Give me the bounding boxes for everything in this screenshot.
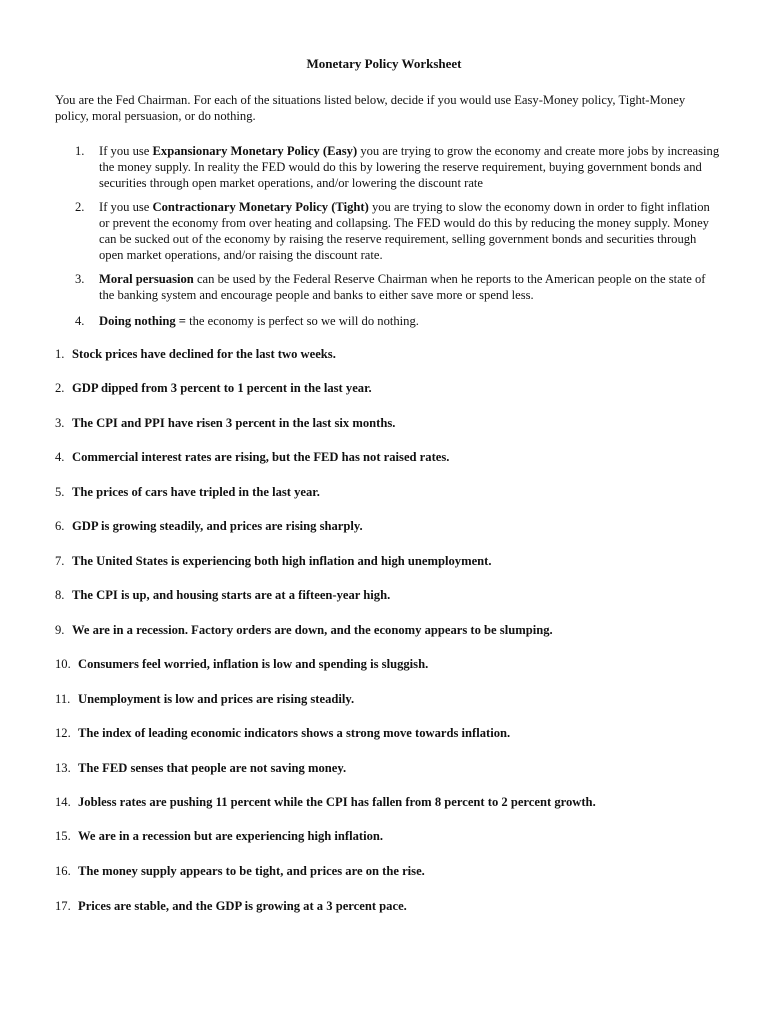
question-text: Unemployment is low and prices are rising steadily. bbox=[78, 692, 355, 706]
question-text: The prices of cars have tripled in the last year. bbox=[72, 485, 320, 499]
question-item bbox=[55, 899, 735, 914]
question-text: The index of leading economic indicators shows a strong move towards inflation. bbox=[78, 726, 511, 740]
question-number: 9. bbox=[55, 623, 65, 637]
policy-text: can be used by the Federal Reserve Chairman when he reports to the American people on the state of the banking system and encourage people and banks to either save more or spend less. bbox=[99, 272, 706, 302]
question-number: 14. bbox=[55, 795, 71, 809]
policy-number: 4. bbox=[75, 314, 85, 328]
policy-definition-easy bbox=[75, 143, 721, 191]
question-number: 15. bbox=[55, 829, 71, 843]
question-number: 12. bbox=[55, 726, 71, 740]
question-number: 5. bbox=[55, 485, 65, 499]
question-text: The FED senses that people are not saving money. bbox=[78, 761, 347, 775]
policy-term: Contractionary Monetary Policy (Tight) bbox=[152, 200, 369, 214]
policy-text: the economy is perfect so we will do nothing. bbox=[185, 314, 419, 328]
question-text: The United States is experiencing both high inflation and high unemployment. bbox=[72, 554, 492, 568]
policy-number: 3. bbox=[75, 272, 85, 286]
question-text: We are in a recession. Factory orders are down, and the economy appears to be slumping. bbox=[72, 623, 553, 637]
question-text: The CPI is up, and housing starts are at a fifteen-year high. bbox=[72, 588, 391, 602]
policy-term: Moral persuasion bbox=[99, 272, 194, 286]
question-item bbox=[55, 795, 735, 810]
question-item bbox=[55, 485, 735, 500]
policy-prefix: If you use bbox=[99, 200, 153, 214]
question-item bbox=[55, 829, 735, 844]
question-text: We are in a recession but are experiencing high inflation. bbox=[78, 829, 384, 843]
question-text: Consumers feel worried, inflation is low and spending is sluggish. bbox=[78, 657, 429, 671]
question-item bbox=[55, 416, 735, 431]
policy-text: you are trying to grow the economy and create more jobs by increasing the money supply. In reality the FED would do this by lowering the reserve requirement, buying government bonds and securities through open market operations, and/or lowering the discount rate bbox=[99, 144, 720, 190]
question-number: 4. bbox=[55, 450, 65, 464]
question-number: 8. bbox=[55, 588, 65, 602]
question-number: 11. bbox=[55, 692, 71, 706]
question-number: 1. bbox=[55, 347, 65, 361]
question-item bbox=[55, 554, 735, 569]
question-text: GDP is growing steadily, and prices are rising sharply. bbox=[72, 519, 363, 533]
policy-definition-doing-nothing bbox=[75, 313, 721, 329]
policy-definition-moral-persuasion bbox=[75, 271, 721, 303]
policy-number: 1. bbox=[75, 144, 85, 158]
question-text: GDP dipped from 3 percent to 1 percent in the last year. bbox=[72, 381, 372, 395]
question-item bbox=[55, 761, 735, 776]
intro-paragraph: You are the Fed Chairman. For each of the situations listed below, decide if you would use Easy-Money policy, Tight-Money policy, moral persuasion, or do nothing. bbox=[55, 93, 686, 123]
policy-number: 2. bbox=[75, 200, 85, 214]
question-number: 16. bbox=[55, 864, 71, 878]
question-number: 3. bbox=[55, 416, 65, 430]
question-text: Stock prices have declined for the last two weeks. bbox=[72, 347, 336, 361]
question-number: 13. bbox=[55, 761, 71, 775]
question-item bbox=[55, 726, 735, 741]
question-text: Jobless rates are pushing 11 percent while the CPI has fallen from 8 percent to 2 percent growth. bbox=[78, 795, 596, 809]
question-item bbox=[55, 450, 735, 465]
question-item bbox=[55, 692, 735, 707]
question-text: Commercial interest rates are rising, but the FED has not raised rates. bbox=[72, 450, 450, 464]
question-item bbox=[55, 864, 735, 879]
question-item bbox=[55, 623, 735, 638]
question-item bbox=[55, 381, 735, 396]
question-text: Prices are stable, and the GDP is growing at a 3 percent pace. bbox=[78, 899, 407, 913]
question-text: The money supply appears to be tight, and prices are on the rise. bbox=[78, 864, 425, 878]
policy-prefix: If you use bbox=[99, 144, 153, 158]
question-number: 7. bbox=[55, 554, 65, 568]
question-number: 10. bbox=[55, 657, 71, 671]
question-item bbox=[55, 657, 735, 672]
policy-term: Doing nothing = bbox=[99, 314, 186, 328]
policy-text: you are trying to slow the economy down in order to fight inflation or prevent the economy from over heating and collapsing. The FED would do this by reducing the money supply. Money can be sucked out of the economy by raising the reserve requirement, selling government bonds and securities through open market operations, and/or raising the discount rate. bbox=[99, 200, 710, 262]
question-number: 2. bbox=[55, 381, 65, 395]
question-item bbox=[55, 588, 735, 603]
question-item bbox=[55, 347, 735, 362]
question-number: 6. bbox=[55, 519, 65, 533]
question-item bbox=[55, 519, 735, 534]
page-title: Monetary Policy Worksheet bbox=[306, 56, 462, 71]
policy-definition-tight bbox=[75, 199, 721, 263]
question-text: The CPI and PPI have risen 3 percent in the last six months. bbox=[72, 416, 396, 430]
policy-term: Expansionary Monetary Policy (Easy) bbox=[152, 144, 358, 158]
question-number: 17. bbox=[55, 899, 71, 913]
